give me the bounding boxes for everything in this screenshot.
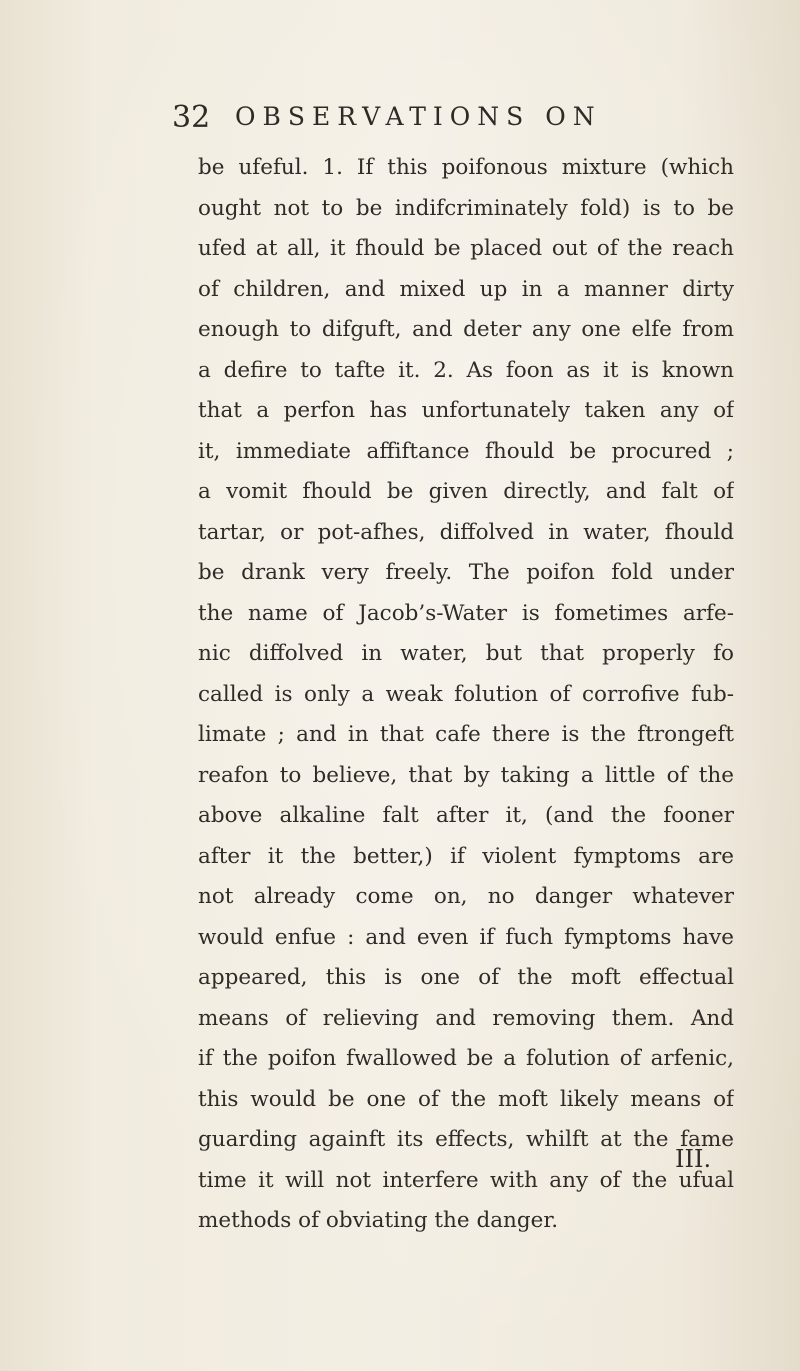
text-line: this would be one of the moft likely means of	[198, 1086, 734, 1112]
text-line: limate ; and in that cafe there is the ftrongeft	[198, 722, 734, 747]
text-line: time it will not interfere with any of the ufual	[198, 1167, 734, 1193]
text-line: ought not to be indifcriminately fold) is to be	[198, 195, 734, 221]
text-line: after it the better,) if violent fymptoms are	[198, 843, 734, 869]
text-line: it, immediate affiftance fhould be procured ;	[198, 438, 734, 464]
text-line: guarding againft its effects, whilft at the fame	[198, 1127, 734, 1152]
text-line: enough to difguft, and deter any one elfe from	[198, 317, 734, 342]
text-line: methods of obviating the danger.	[198, 1208, 559, 1233]
page-number: 32	[172, 100, 211, 135]
text-line: above alkaline falt after it, (and the fooner	[198, 803, 734, 828]
catchword: III.	[675, 1145, 712, 1173]
text-line: appeared, this is one of the moft effectual	[198, 965, 734, 990]
text-line: a vomit fhould be given directly, and falt of	[198, 479, 734, 504]
text-line: if the poifon fwallowed be a folution of arfenic,	[198, 1046, 734, 1071]
text-line: the name of Jacob’s-Water is fometimes arfe-	[198, 600, 734, 626]
text-line: reafon to believe, that by taking a little of the	[198, 762, 734, 788]
text-line: be drank very freely. The poifon fold under	[198, 560, 734, 585]
text-line: tartar, or pot-afhes, diffolved in water, fhould	[198, 519, 734, 545]
text-line: of children, and mixed up in a manner dirty	[198, 276, 734, 302]
running-head: OBSERVATIONS ON	[235, 102, 602, 131]
text-line: be ufeful. 1. If this poifonous mixture (which	[198, 155, 734, 180]
text-line: not already come on, no danger whatever	[198, 884, 734, 909]
text-line: nic diffolved in water, but that properly fo	[198, 641, 734, 666]
text-line: means of relieving and removing them. And	[198, 1005, 734, 1031]
body-text	[198, 148, 734, 1242]
text-line: ufed at all, it fhould be placed out of the reach	[198, 236, 734, 261]
page-header	[172, 100, 732, 140]
text-line: that a perfon has unfortunately taken any of	[198, 398, 734, 423]
text-line: called is only a weak folution of corrofive fub-	[198, 681, 734, 707]
text-line: would enfue : and even if fuch fymptoms have	[198, 924, 734, 950]
text-line: a defire to tafte it. 2. As foon as it is known	[198, 357, 734, 383]
